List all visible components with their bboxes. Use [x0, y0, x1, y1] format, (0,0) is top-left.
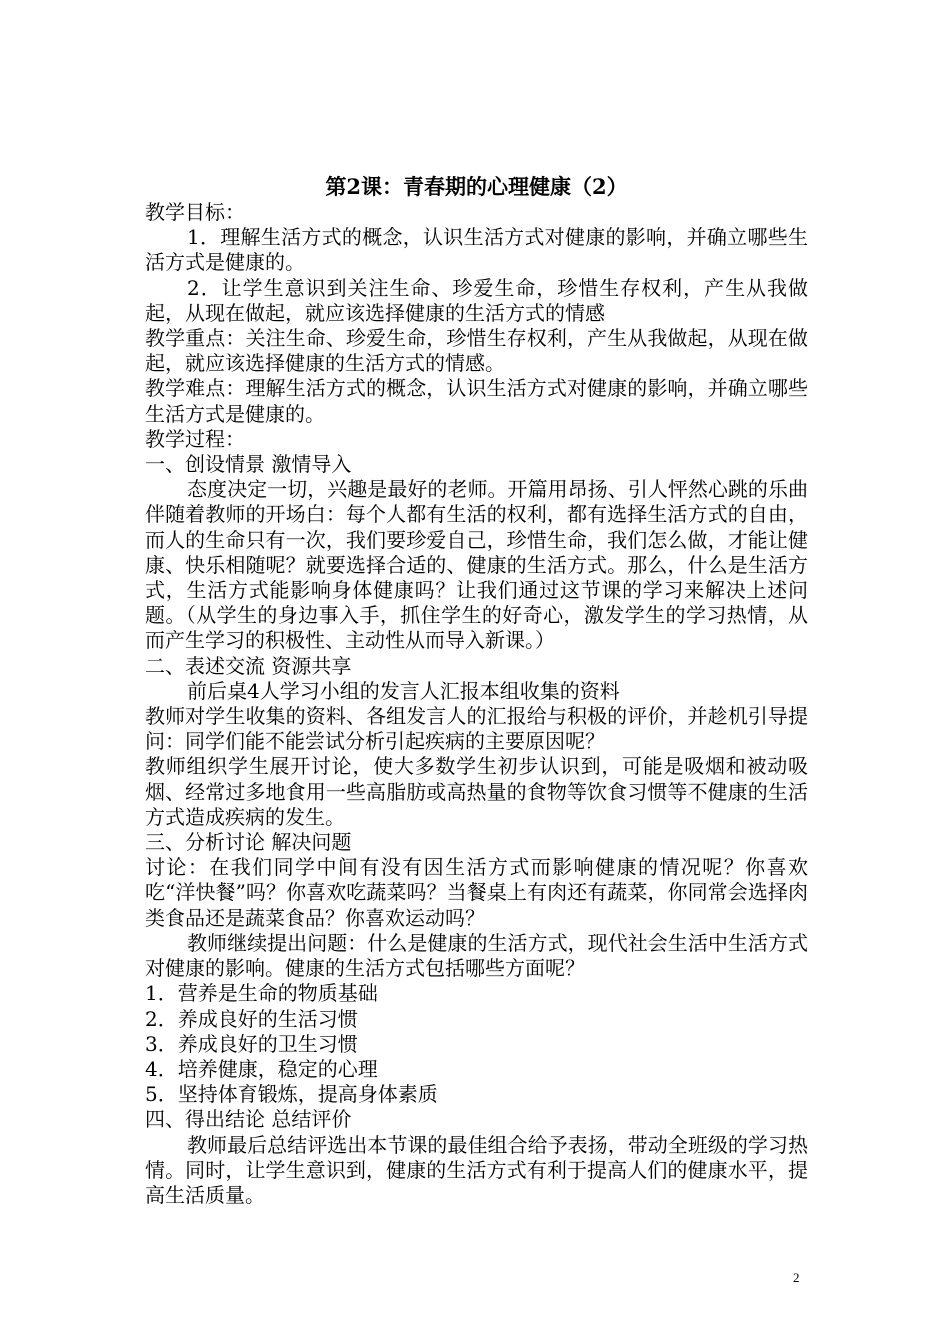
paragraph-conclusion: 教师最后总结评选出本节课的最佳组合给予表扬，带动全班级的学习热情。同时，让学生意识到，健康的生活方式有利于提高人们的健康水平，提高生活质量。: [145, 1132, 808, 1207]
list-item: 2．养成良好的生活习惯: [145, 1006, 358, 1031]
paragraph-discussion: 讨论：在我们同学中间有没有因生活方式而影响健康的情况呢？你喜欢吃“洋快餐”吗？你喜欢吃蔬菜吗？当餐桌上有肉还有蔬菜，你同常会选择肉类食品还是蔬菜食品？你喜欢运动吗？: [145, 855, 808, 930]
paragraph-key-points: 教学重点：关注生命、珍爱生命，珍惜生存权利，产生从我做起，从现在做起，就应该选择健康的生活方式的情感。: [145, 326, 808, 376]
list-item: 4．培养健康，稳定的心理: [145, 1056, 378, 1081]
list-item: 1．营养是生命的物质基础: [145, 981, 378, 1006]
paragraph-process-heading: 教学过程：: [145, 426, 245, 451]
list-item: 5．坚持体育锻炼，提高身体素质: [145, 1082, 438, 1107]
paragraph-discussion-result: 教师组织学生展开讨论，使大多数学生初步认识到，可能是吸烟和被动吸烟、经常过多地食用一些高脂肪或高热量的食物等饮食习惯等不健康的生活方式造成疾病的发生。: [145, 754, 808, 829]
paragraph-difficulties: 教学难点：理解生活方式的概念，认识生活方式对健康的影响，并确立哪些生活方式是健康的。: [145, 376, 808, 426]
paragraph-teacher-question: 教师继续提出问题：什么是健康的生活方式，现代社会生活中生活方式对健康的影响。健康的生活方式包括哪些方面呢？: [145, 930, 808, 981]
paragraph-objective-2: 2．让学生意识到关注生命、珍爱生命，珍惜生存权利，产生从我做起，从现在做起，就应该选择健康的生活方式的情感: [145, 275, 808, 325]
paragraph-intro: 态度决定一切，兴趣是最好的老师。开篇用昂扬、引人怦然心跳的乐曲伴随着教师的开场白：每个人都有生活的权利，都有选择生活方式的自由，而人的生命只有一次，我们要珍爱自己，珍惜生命，我们怎么做，才能让健康、快乐相随呢？就要选择合适的、健康的生活方式。那么，什么是生活方式，生活方式能影响身体健康吗？让我们通过这节课的学习来解决上述问题。（从学生的身边事入手，抓住学生的好奇心，激发学生的学习热情，从而产生学习的积极性、主动性从而导入新课。）: [145, 477, 808, 653]
section-heading-3: 三、分析讨论 解决问题: [145, 830, 352, 855]
paragraph-objectives-heading: 教学目标：: [145, 200, 245, 224]
list-item: 3．养成良好的卫生习惯: [145, 1031, 358, 1056]
paragraph-group-report: 前后桌4人学习小组的发言人汇报本组收集的资料: [187, 678, 620, 703]
paragraph-objective-1: 1．理解生活方式的概念，认识生活方式对健康的影响，并确立哪些生活方式是健康的。: [145, 225, 808, 275]
paragraph-teacher-evaluation: 教师对学生收集的资料、各组发言人的汇报给与积极的评价，并趁机引导提问：同学们能不能尝试分析引起疾病的主要原因呢？: [145, 704, 808, 754]
page-number: 2: [793, 1270, 800, 1285]
section-heading-2: 二、表述交流 资源共享: [145, 653, 352, 678]
lesson-title: 第2课：青春期的心理健康（2）: [325, 174, 628, 199]
document-body: [145, 200, 808, 1208]
section-heading-1: 一、创设情景 激情导入: [145, 452, 352, 477]
section-heading-4: 四、得出结论 总结评价: [145, 1107, 352, 1132]
